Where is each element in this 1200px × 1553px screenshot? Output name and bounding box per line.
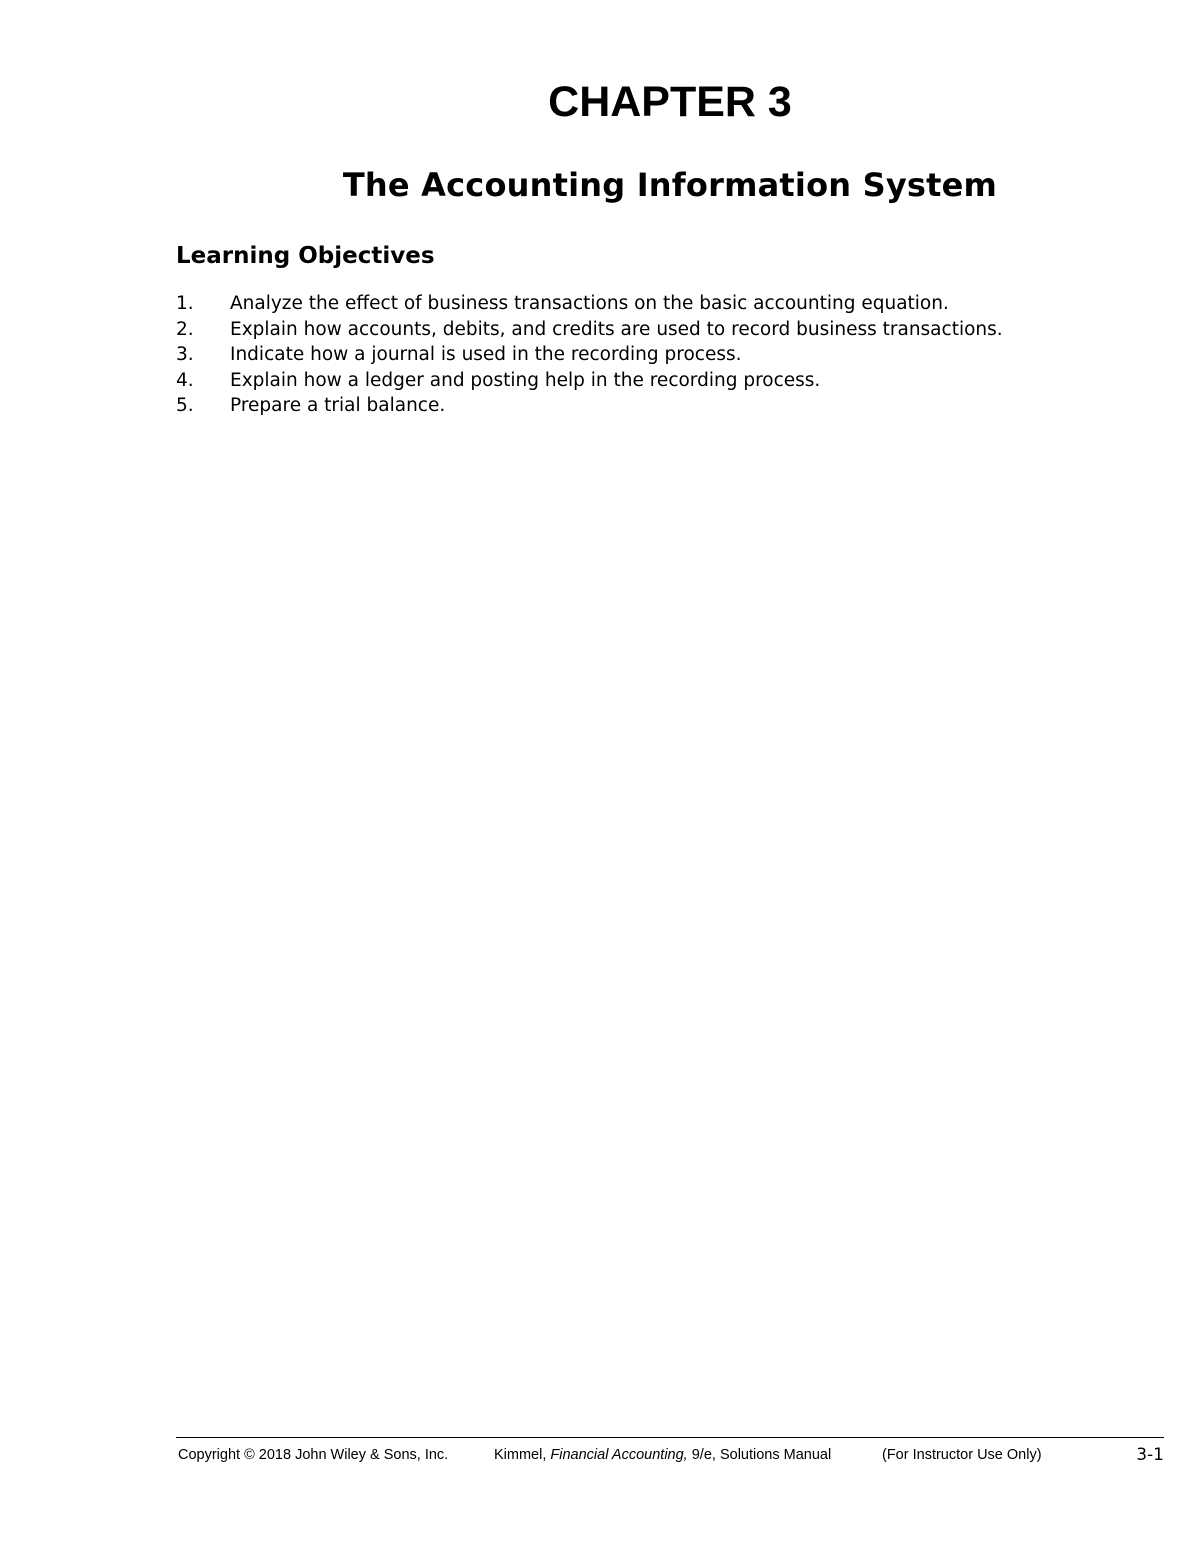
objective-number: 4. (176, 369, 194, 391)
learning-objective-item (176, 342, 1003, 368)
footer-copyright: Copyright © 2018 John Wiley & Sons, Inc. (178, 1447, 449, 1463)
objective-text: Analyze the effect of business transactions on the basic accounting equation. (230, 293, 949, 314)
learning-objectives-list (176, 291, 1003, 419)
learning-objective-item (176, 368, 1003, 394)
footer-manual: Solutions Manual (719, 1447, 832, 1463)
objective-text: Indicate how a journal is used in the recording process. (230, 344, 742, 365)
objective-number: 5. (176, 395, 194, 416)
chapter-subtitle: The Accounting Information System (342, 166, 998, 204)
footer-usage-note: (For Instructor Use Only) (882, 1447, 1042, 1463)
objective-number: 1. (176, 293, 194, 314)
objective-text: Prepare a trial balance. (230, 395, 446, 416)
page-footer (178, 1444, 1164, 1466)
chapter-title: CHAPTER 3 (548, 78, 792, 126)
learning-objective-item (176, 291, 1003, 317)
footer-book-reference (494, 1444, 831, 1466)
objective-number: 3. (176, 344, 194, 365)
objective-text: Explain how accounts, debits, and credits are used to record business transactions. (230, 318, 1003, 340)
learning-objective-item (176, 317, 1003, 343)
footer-divider (176, 1437, 1164, 1438)
learning-objectives-heading: Learning Objectives (176, 243, 435, 269)
learning-objective-item (176, 393, 1003, 419)
footer-edition: 9/e, (691, 1447, 716, 1463)
footer-author: Kimmel, (494, 1447, 547, 1463)
objective-text: Explain how a ledger and posting help in the recording process. (230, 369, 821, 391)
objective-number: 2. (176, 318, 194, 340)
footer-book-title: Financial Accounting, (550, 1447, 688, 1463)
page-number: 3-1 (1136, 1445, 1164, 1465)
